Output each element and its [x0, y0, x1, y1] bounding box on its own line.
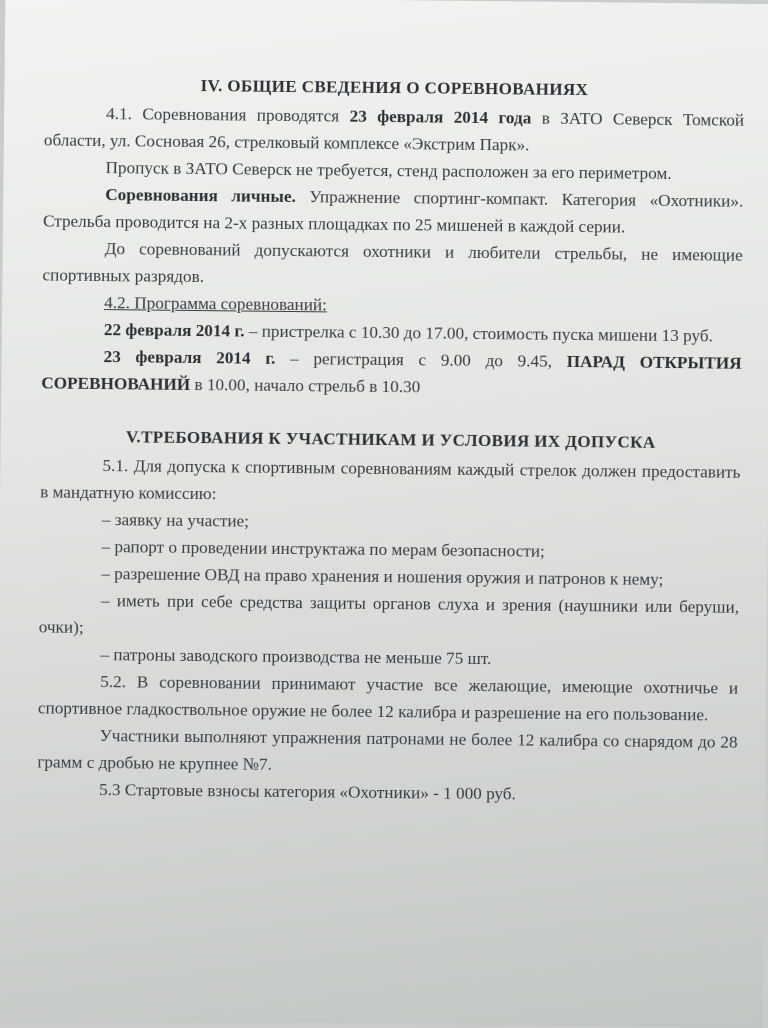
paragraph-5-3: 5.3 Стартовые взносы категория «Охотники» - 1 000 руб.	[98, 780, 517, 804]
paragraph-personal-competition	[43, 180, 744, 241]
paragraph-caliber: Участники выполняют упражнения патронами не более 12 калибра со снарядом до 28 грамм с дробью не крупнее №7.	[37, 726, 738, 774]
paragraph-5-2: 5.2. В соревновании принимают участие все желающие, имеющие охотничье и спортивное гладкоствольное оружие не более 12 калибра и разрешение на его пользование.	[37, 672, 739, 725]
date-feb-22: 22 февраля 2014 г.	[103, 320, 245, 341]
paragraph-text: в ЗАТО Северск Томской области, ул. Сосновая 26, стрелковый комплексе «Экстрим Парк».	[43, 108, 745, 155]
list-item: – заявку на участие;	[101, 510, 250, 531]
paragraph-4-1	[44, 99, 745, 160]
opening-parade: ПАРАД ОТКРЫТИЯ СОРЕВНОВАНИЙ	[41, 351, 742, 394]
bold-label: Соревнования личные.	[105, 185, 296, 207]
list-item: – иметь при себе средства защиты органов слуха и зрения (наушники или беруши, очки);	[38, 591, 740, 637]
paragraph-5-1: 5.1. Для допуска к спортивным соревнованиям каждый стрелок должен предоставить в мандатную комиссию:	[40, 456, 741, 504]
list-item: – разрешение ОВД на право хранения и ношения оружия и патронов к нему;	[101, 564, 664, 589]
paragraph-text: – пристрелка с 10.30 до 17.00, стоимость пуска мишени 13 руб.	[244, 321, 713, 346]
document-content	[37, 70, 745, 809]
list-item: – патроны заводского производства не меньше 75 шт.	[100, 645, 492, 669]
paragraph-text: в 10.00, начало стрельб в 10.30	[190, 374, 421, 397]
date-feb-23: 23 февраля 2014 г.	[103, 347, 276, 368]
event-date: 23 февраля 2014 года	[349, 106, 532, 128]
paragraph-admission: До соревнований допускаются охотники и любители стрельбы, не имеющие спортивных разрядов.	[42, 239, 743, 287]
list-item: – рапорт о проведении инструктажа по мерам безопасности;	[101, 537, 545, 561]
section-4-heading: IV. ОБЩИЕ СВЕДЕНИЯ О СОРЕВНОВАНИЯХ	[200, 76, 589, 100]
paragraph-pass-info: Пропуск в ЗАТО Северск не требуется, стенд расположен за его периметром.	[105, 158, 672, 183]
paragraph-feb-23	[41, 342, 742, 403]
program-heading: 4.2. Программа соревнований:	[104, 293, 328, 315]
paragraph-text: – регистрация с 9.00 до 9.45,	[275, 348, 567, 371]
paragraph-text: Упражнение спортинг-компакт. Категория «Охотники». Стрельба проводится на 2-х разных площадках по 25 мишеней в каждой серии.	[42, 187, 744, 237]
section-5-heading: V.ТРЕБОВАНИЯ К УЧАСТНИКАМ И УСЛОВИЯ ИХ ДОПУСКА	[125, 427, 656, 452]
paragraph-text: 4.1. Соревнования проводятся	[106, 104, 350, 126]
